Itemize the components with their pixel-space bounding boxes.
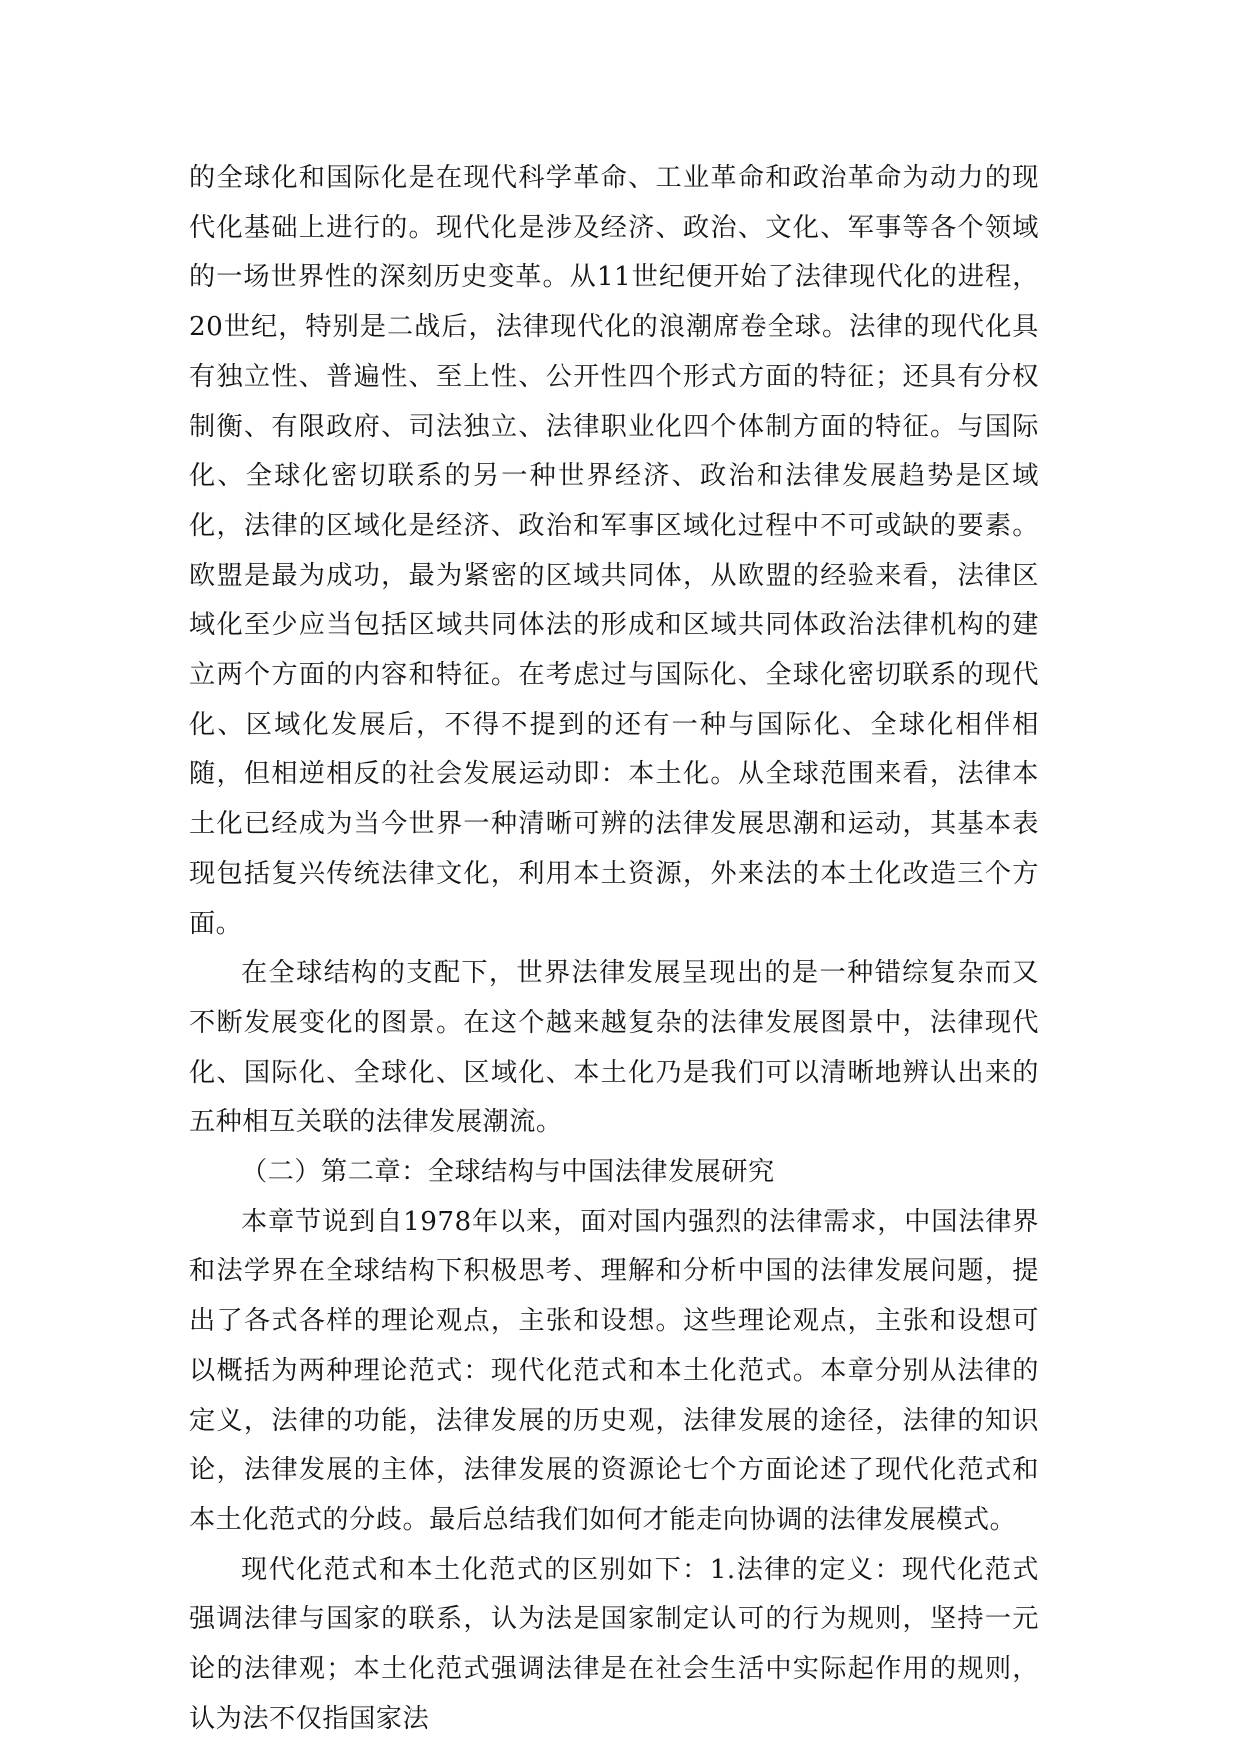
body-text: [189, 154, 1039, 1745]
paragraph-4: 现代化范式和本土化范式的区别如下：1.法律的定义：现代化范式强调法律与国家的联系，认为法是国家制定认可的行为规则，坚持一元论的法律观；本土化范式强调法律是在社会生活中实际起作用的规则，认为法不仅指国家法: [189, 1554, 1039, 1734]
paragraph-2: 在全球结构的支配下，世界法律发展呈现出的是一种错综复杂而又不断发展变化的图景。在这个越来越复杂的法律发展图景中，法律现代化、国际化、全球化、区域化、本土化乃是我们可以清晰地辨认出来的五种相互关联的法律发展潮流。: [189, 958, 1039, 1138]
paragraph-3: 本章节说到自1978年以来，面对国内强烈的法律需求，中国法律界和法学界在全球结构下积极思考、理解和分析中国的法律发展问题，提出了各式各样的理论观点，主张和设想。这些理论观点，主张和设想可以概括为两种理论范式：现代化范式和本土化范式。本章分别从法律的定义，法律的功能，法律发展的历史观，法律发展的途径，法律的知识论，法律发展的主体，法律发展的资源论七个方面论述了现代化范式和本土化范式的分歧。最后总结我们如何才能走向协调的法律发展模式。: [189, 1206, 1039, 1535]
paragraph-1: 的全球化和国际化是在现代科学革命、工业革命和政治革命为动力的现代化基础上进行的。现代化是涉及经济、政治、文化、军事等各个领域的一场世界性的深刻历史变革。从11世纪便开始了法律现代化的进程，20世纪，特别是二战后，法律现代化的浪潮席卷全球。法律的现代化具有独立性、普遍性、至上性、公开性四个形式方面的特征；还具有分权制衡、有限政府、司法独立、法律职业化四个体制方面的特征。与国际化、全球化密切联系的另一种世界经济、政治和法律发展趋势是区域化，法律的区域化是经济、政治和军事区域化过程中不可或缺的要素。欧盟是最为成功，最为紧密的区域共同体，从欧盟的经验来看，法律区域化至少应当包括区域共同体法的形成和区域共同体政治法律机构的建立两个方面的内容和特征。在考虑过与国际化、全球化密切联系的现代化、区域化发展后，不得不提到的还有一种与国际化、全球化相伴相随，但相逆相反的社会发展运动即：本土化。从全球范围来看，法律本土化已经成为当今世界一种清晰可辨的法律发展思潮和运动，其基本表现包括复兴传统法律文化，利用本土资源，外来法的本土化改造三个方面。: [189, 163, 1039, 939]
section-heading: （二）第二章：全球结构与中国法律发展研究: [241, 1157, 775, 1188]
